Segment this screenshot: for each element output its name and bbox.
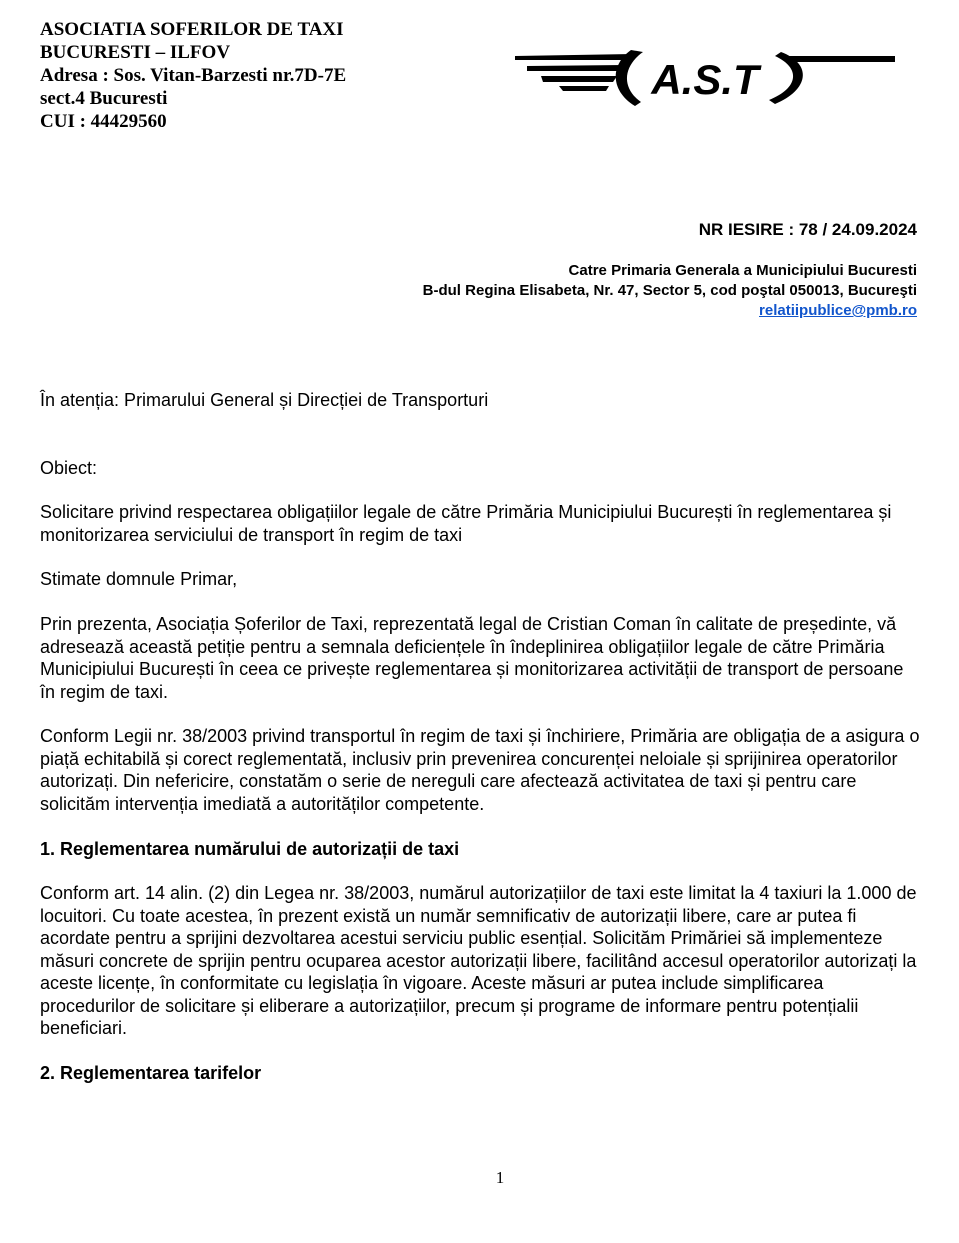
sender-name-line2: BUCURESTI – ILFOV — [40, 42, 231, 63]
page-number: 1 — [495, 1168, 505, 1187]
salutation: Stimate domnule Primar, — [40, 569, 238, 589]
object-text: Solicitare privind respectarea obligațiilor legale de către Primăria Municipiului București în reglementarea și monitorizarea serviciului de transport în regim de taxi — [40, 502, 892, 545]
logo-text: A.S.T — [651, 56, 759, 103]
paragraph-intro: Prin prezenta, Asociația Șoferilor de Taxi, reprezentată legal de Cristian Coman în calitate de președinte, vă adresează această petiție pentru a semnala deficiențele în îndeplinirea obligațiilor legale de către Primăria Municipiului București în ceea ce privește reglementarea și monitorizarea activității de transport de persoane în regim de taxi. — [40, 614, 904, 702]
section2-heading: 2. Reglementarea tarifelor — [40, 1063, 262, 1083]
recipient-email-link[interactable]: relatiipublice@pmb.ro — [759, 302, 917, 319]
sender-name-line1: ASOCIATIA SOFERILOR DE TAXI — [40, 19, 344, 40]
attention-line: În atenția: Primarului General și Direcției de Transporturi — [40, 390, 489, 410]
sender-address-line2: sect.4 Bucuresti — [40, 88, 168, 109]
sender-cui: CUI : 44429560 — [40, 111, 167, 132]
sender-address-line1: Adresa : Sos. Vitan-Barzesti nr.7D-7E — [40, 65, 347, 86]
ast-logo — [513, 44, 897, 112]
object-label: Obiect: — [40, 458, 98, 478]
section1-heading: 1. Reglementarea numărului de autorizații de taxi — [40, 839, 460, 859]
recipient-line1: Catre Primaria Generala a Municipiului Bucuresti — [568, 262, 917, 279]
paragraph-legal-context: Conform Legii nr. 38/2003 privind transportul în regim de taxi și închiriere, Primăria are obligația de a asigura o piață echitabilă și corect reglementată, inclusiv prin prevenirea concurenței neloiale și sprijinirea operatorilor autorizați. Din nefericire, constatăm o serie de nereguli care afectează activitatea de taxi și pentru care solicităm intervenția imediată a autorităților competente. — [40, 726, 920, 814]
reference-number: NR IESIRE : 78 / 24.09.2024 — [698, 220, 917, 239]
section1-text: Conform art. 14 alin. (2) din Legea nr. 38/2003, numărul autorizațiilor de taxi este limitat la 4 taxiuri la 1.000 de locuitori. Cu toate acestea, în prezent există un număr semnificativ de autorizații libere, care ar putea fi acordate pentru a sprijini dezvoltarea acestui serviciu public esențial. Solicităm Primăriei să implementeze măsuri concrete de sprijin pentru ocuparea acestor autorizații libere, facilitând accesul operatorilor autorizați la aceste licențe, în conformitate cu legislația în vigoare. Aceste măsuri ar putea include simplificarea procedurilor de solicitare și eliberare a autorizațiilor, precum și programe de informare pentru potențialii beneficiari. — [40, 883, 917, 1038]
recipient-line2: B-dul Regina Elisabeta, Nr. 47, Sector 5, cod poştal 050013, Bucureşti — [422, 282, 917, 299]
